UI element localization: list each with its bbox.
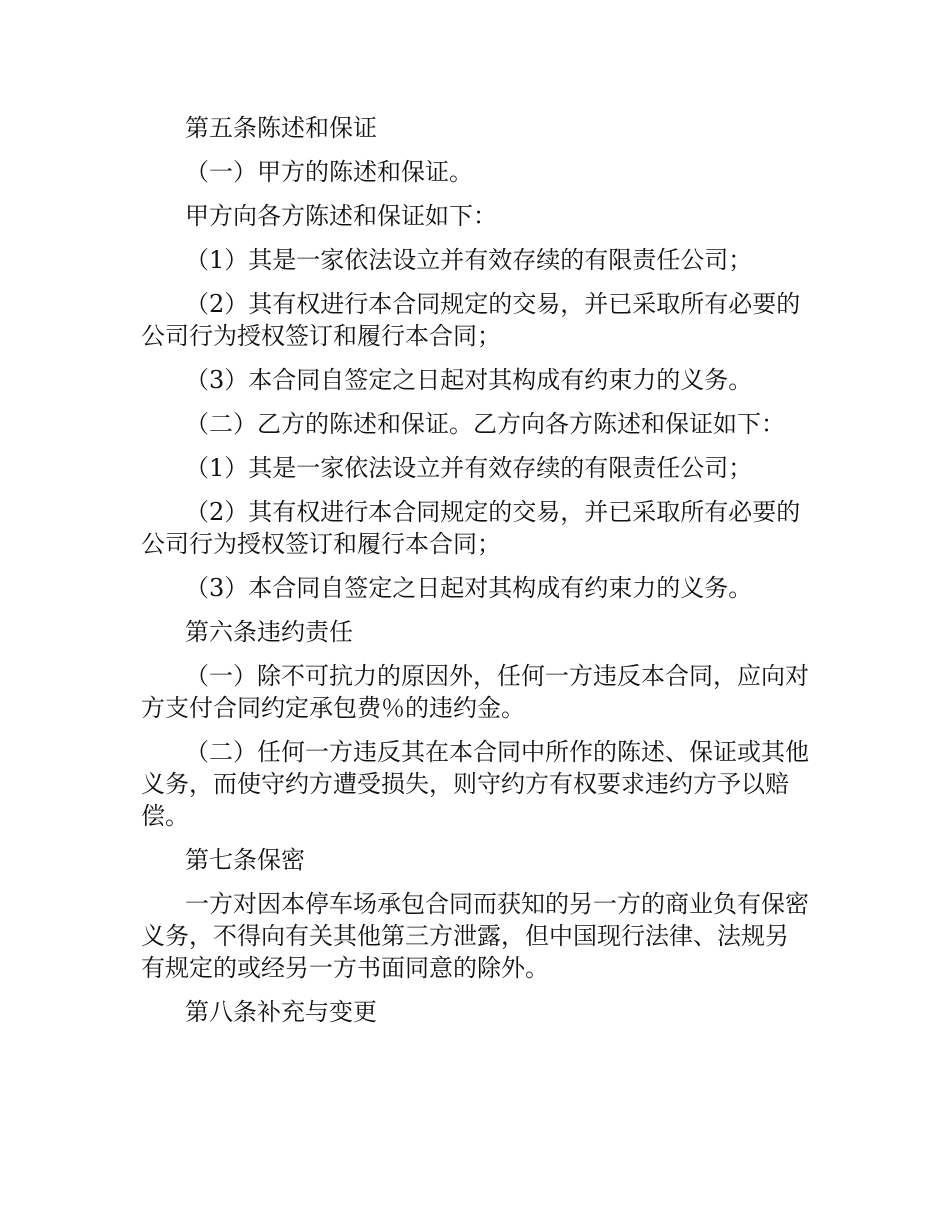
section-heading-article-8: 第八条补充与变更: [185, 998, 377, 1026]
paragraph: （二）任何一方违反其在本合同中所作的陈述、保证或其他义务，而使守约方遭受损失，则守约方有权要求违约方予以赔偿。: [141, 738, 809, 830]
paragraph: （二）乙方的陈述和保证。乙方向各方陈述和保证如下：: [185, 410, 785, 438]
list-item: （1）其是一家依法设立并有效存续的有限责任公司；: [185, 246, 753, 274]
list-item: （3）本合同自签定之日起对其构成有约束力的义务。: [185, 366, 753, 394]
section-heading-article-5: 第五条陈述和保证: [185, 114, 377, 142]
section-heading-article-6: 第六条违约责任: [185, 618, 353, 646]
paragraph: 甲方向各方陈述和保证如下：: [185, 202, 497, 230]
list-item: （2）其有权进行本合同规定的交易，并已采取所有必要的公司行为授权签订和履行本合同；: [141, 290, 801, 350]
list-item: （2）其有权进行本合同规定的交易，并已采取所有必要的公司行为授权签订和履行本合同；: [141, 498, 801, 558]
document-body: [141, 112, 811, 1040]
list-item: （1）其是一家依法设立并有效存续的有限责任公司；: [185, 454, 753, 482]
list-item: （3）本合同自签定之日起对其构成有约束力的义务。: [185, 574, 753, 602]
paragraph: （一）除不可抗力的原因外，任何一方违反本合同，应向对方支付合同约定承包费％的违约金。: [141, 662, 809, 722]
section-heading-article-7: 第七条保密: [185, 846, 305, 874]
paragraph: 一方对因本停车场承包合同而获知的另一方的商业负有保密义务，不得向有关其他第三方泄露，但中国现行法律、法规另有规定的或经另一方书面同意的除外。: [141, 890, 809, 982]
paragraph: （一）甲方的陈述和保证。: [185, 158, 473, 186]
